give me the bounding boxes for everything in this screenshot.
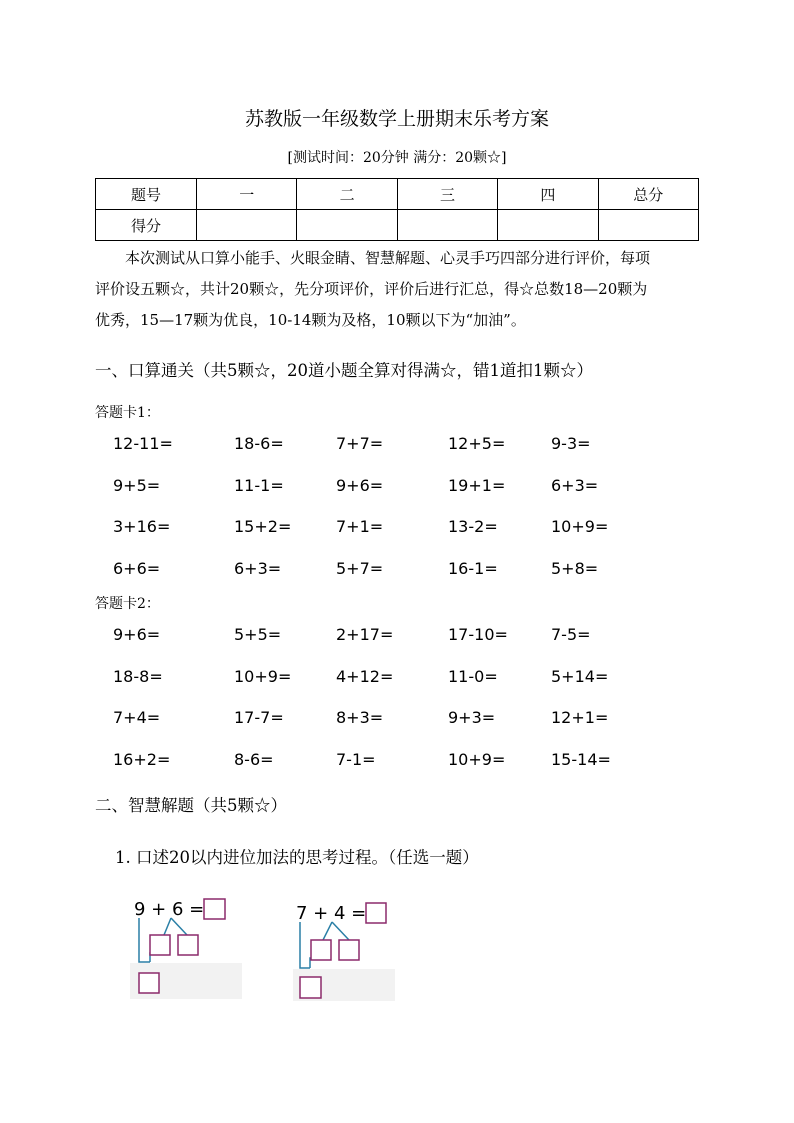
result-box[interactable]	[300, 977, 321, 998]
split-box[interactable]	[150, 935, 170, 955]
connector-line	[139, 918, 150, 962]
problem: 7+1=	[336, 517, 384, 536]
answer-box[interactable]	[366, 903, 386, 923]
score-input-cell[interactable]	[598, 210, 698, 241]
problem: 5+8=	[551, 559, 599, 578]
problem: 18-8=	[113, 667, 163, 686]
section1-heading: 一、口算通关（共5颗☆，20道小题全算对得满☆，错1道扣1颗☆）	[95, 361, 593, 380]
intro-line: 优秀，15—17颗为优良，10-14颗为及格，10颗以下为“加油”。	[95, 311, 526, 329]
split-line	[171, 918, 187, 935]
score-input-cell[interactable]	[498, 210, 598, 241]
problem: 15-14=	[551, 750, 611, 769]
split-line	[164, 918, 171, 935]
problem: 3+16=	[113, 517, 171, 536]
equation-9-plus-6: 9 + 6 =	[134, 899, 205, 920]
problem: 9+6=	[336, 476, 384, 495]
score-table	[95, 178, 699, 241]
section2-heading: 二、智慧解题（共5颗☆）	[95, 796, 287, 815]
problem: 5+5=	[234, 625, 282, 644]
problem: 13-2=	[448, 517, 498, 536]
problem: 7-5=	[551, 625, 591, 644]
score-input-cell[interactable]	[297, 210, 397, 241]
score-table-header-cell: 二	[297, 179, 397, 210]
problem: 15+2=	[234, 517, 292, 536]
problem: 19+1=	[448, 476, 506, 495]
problem: 9-3=	[551, 434, 591, 453]
problem: 8+3=	[336, 708, 384, 727]
problem: 7-1=	[336, 750, 376, 769]
card2-label: 答题卡2：	[95, 596, 160, 612]
problem: 6+3=	[551, 476, 599, 495]
card1-label: 答题卡1：	[95, 405, 160, 421]
page-title: 苏教版一年级数学上册期末乐考方案	[244, 108, 549, 130]
score-input-cell[interactable]	[397, 210, 497, 241]
make-ten-diagrams	[110, 880, 410, 1005]
problem: 5+7=	[336, 559, 384, 578]
problem: 11-1=	[234, 476, 284, 495]
problem: 2+17=	[336, 625, 394, 644]
problem: 6+3=	[234, 559, 282, 578]
problem: 12-11=	[113, 434, 173, 453]
score-table-score-row	[96, 210, 699, 241]
problem: 16+2=	[113, 750, 171, 769]
split-box[interactable]	[339, 940, 359, 960]
problem: 5+14=	[551, 667, 609, 686]
split-line	[332, 922, 349, 940]
problem: 7+7=	[336, 434, 384, 453]
problem: 9+3=	[448, 708, 496, 727]
problem: 9+5=	[113, 476, 161, 495]
problem: 8-6=	[234, 750, 274, 769]
score-table-header-row	[96, 179, 699, 210]
split-line	[323, 922, 332, 940]
problem: 18-6=	[234, 434, 284, 453]
problem: 10+9=	[234, 667, 292, 686]
split-box[interactable]	[311, 940, 331, 960]
score-table-header-cell: 总分	[598, 179, 698, 210]
test-info: [测试时间：20分钟 满分：20颗☆]	[287, 150, 507, 166]
connector-line	[300, 922, 310, 968]
score-row-label: 得分	[96, 210, 197, 241]
score-table-header-cell: 四	[498, 179, 598, 210]
score-input-cell[interactable]	[197, 210, 297, 241]
problem: 10+9=	[448, 750, 506, 769]
problem: 17-7=	[234, 708, 284, 727]
result-box[interactable]	[139, 973, 159, 993]
intro-paragraph	[95, 243, 699, 336]
problem: 12+1=	[551, 708, 609, 727]
equation-7-plus-4: 7 + 4 =	[296, 903, 367, 924]
score-table-header-cell: 三	[397, 179, 497, 210]
problem: 6+6=	[113, 559, 161, 578]
split-box[interactable]	[178, 935, 198, 955]
score-table-header-cell: 题号	[96, 179, 197, 210]
answer-box[interactable]	[204, 899, 225, 919]
problem: 12+5=	[448, 434, 506, 453]
problem: 11-0=	[448, 667, 498, 686]
problem: 16-1=	[448, 559, 498, 578]
problem: 17-10=	[448, 625, 508, 644]
problem: 7+4=	[113, 708, 161, 727]
problem: 4+12=	[336, 667, 394, 686]
problem: 10+9=	[551, 517, 609, 536]
intro-line: 本次测试从口算小能手、火眼金睛、智慧解题、心灵手巧四部分进行评价，每项	[125, 249, 651, 267]
intro-line: 评价设五颗☆，共计20颗☆，先分项评价，评价后进行汇总，得☆总数18—20颗为	[95, 280, 648, 298]
question-1: 1. 口述20以内进位加法的思考过程。（任选一题）	[115, 848, 479, 867]
problem: 9+6=	[113, 625, 161, 644]
score-table-header-cell: 一	[197, 179, 297, 210]
